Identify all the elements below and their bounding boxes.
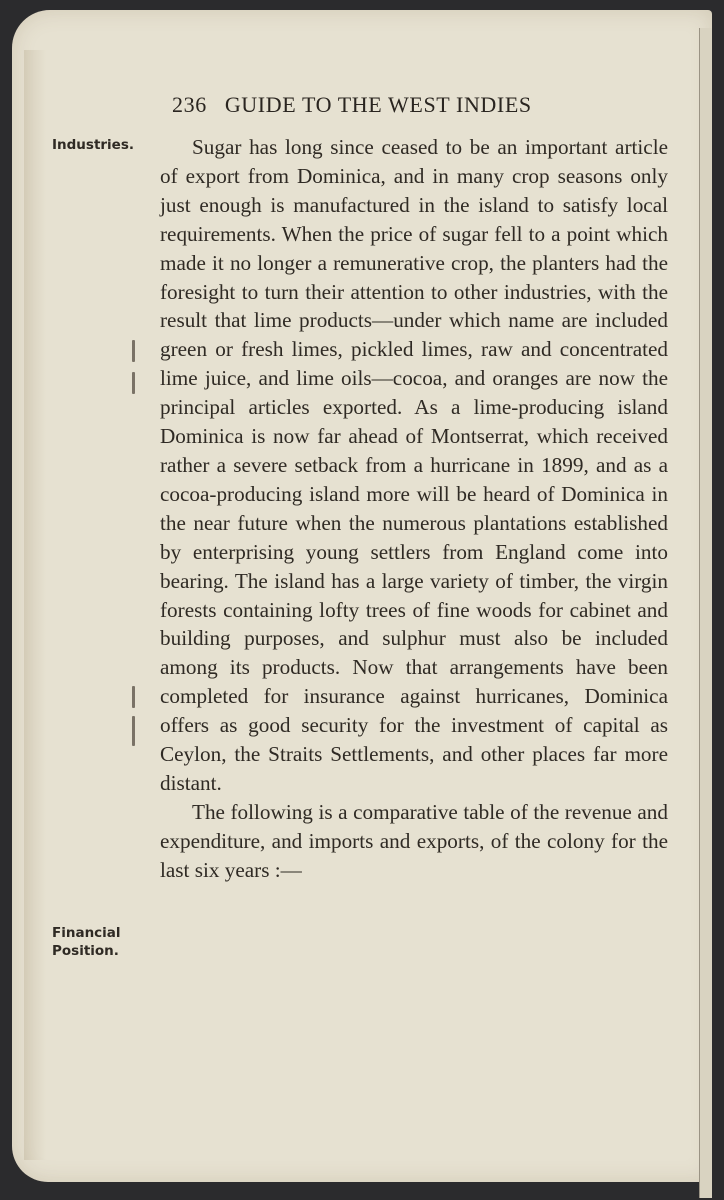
running-header <box>172 92 642 118</box>
margin-pencil-mark <box>132 686 135 708</box>
paragraph-industries: Sugar has long since ceased to be an important article of export from Dominica, and in many crop seasons only just enough is manufactured in the island to satisfy local requirements. When the price of sugar fell to a point which made it no longer a remunerative crop, the planters had the foresight to turn their attention to other industries, with the result that lime products—under which name are included green or fresh limes, pickled limes, raw and concentrated lime juice, and lime oils—cocoa, and oranges are now the principal articles exported. As a lime-producing island Dominica is now far ahead of Montserrat, which received rather a severe setback from a hurricane in 1899, and as a cocoa-producing island more will be heard of Dominica in the near future when the numerous plantations established by enterprising young settlers from England come into bearing. The island has a large variety of timber, the virgin forests containing lofty trees of fine woods for cabinet and building purposes, and sulphur must also be included among its products. Now that arrangements have been completed for insurance against hurricanes, Dominica offers as good security for the investment of capital as Ceylon, the Straits Settlements, and other places far more distant. <box>160 135 668 795</box>
margin-note-financial-position <box>52 924 121 960</box>
margin-note-industries: Industries. <box>52 137 135 153</box>
margin-pencil-mark <box>132 372 135 394</box>
running-title: GUIDE TO THE WEST INDIES <box>224 92 532 117</box>
margin-pencil-mark <box>132 340 135 362</box>
page-number: 236 <box>172 92 207 117</box>
paragraph-financial-position: The following is a comparative table of the revenue and expenditure, and imports and exports, of the colony for the last six years :— <box>160 799 668 882</box>
margin-pencil-mark <box>132 716 135 746</box>
margin-note-line: Financial <box>52 925 121 941</box>
page-gutter-shadow <box>24 50 46 1160</box>
body-text <box>160 133 668 885</box>
margin-note-line: Position. <box>52 943 119 959</box>
page-edge <box>699 28 712 1198</box>
